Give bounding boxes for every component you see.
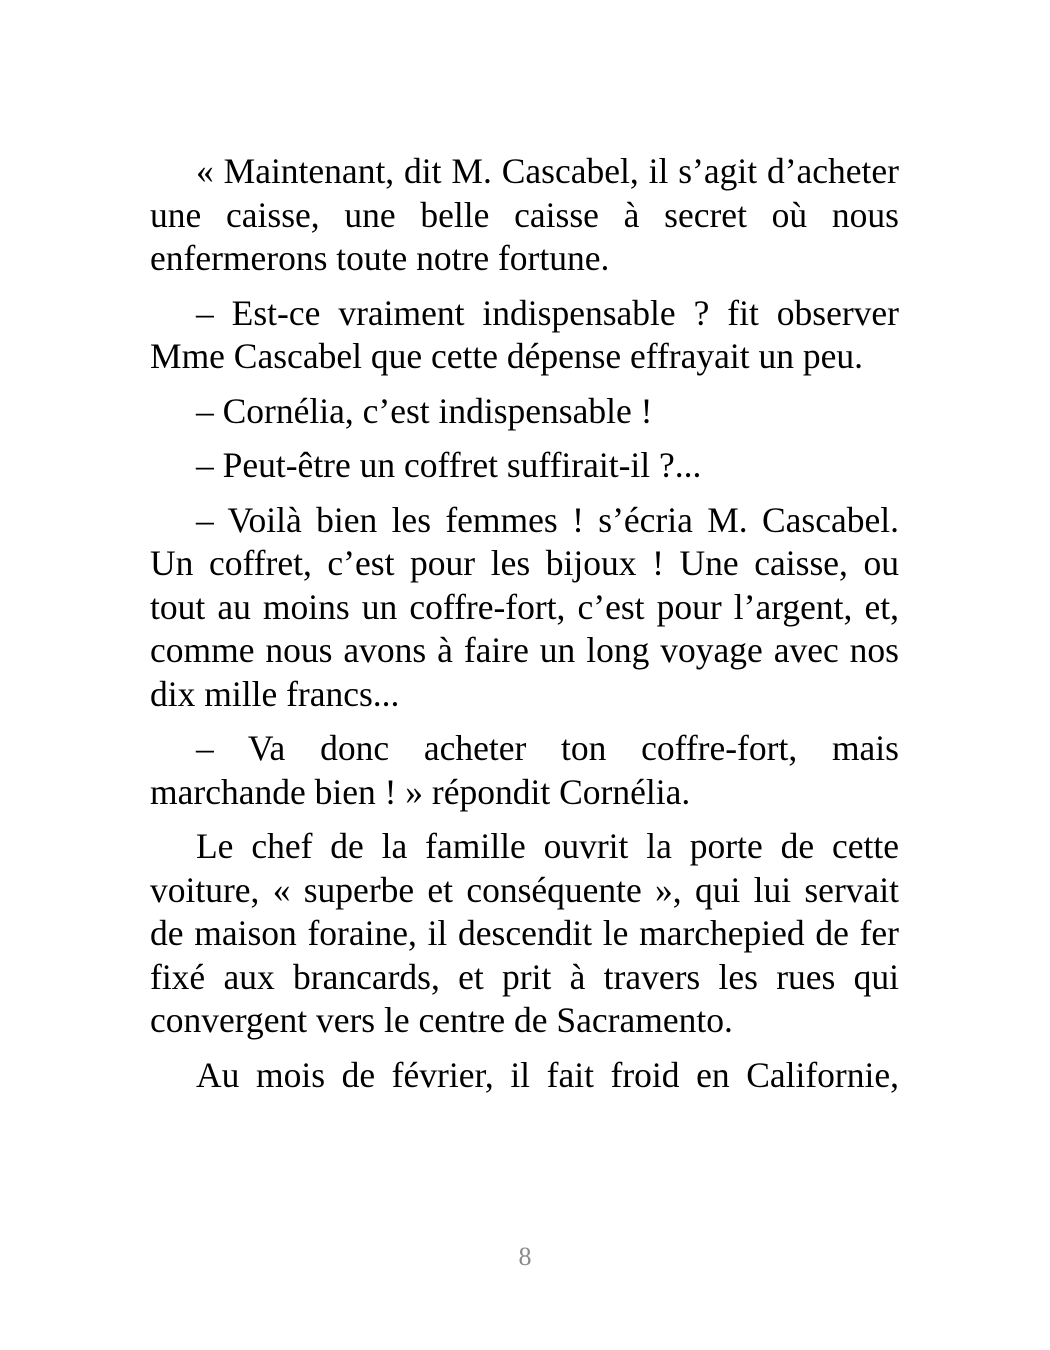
paragraph: – Voilà bien les femmes ! s’écria M. Cascabel. Un coffret, c’est pour les bijoux ! Une caisse, ou tout au moins un coffre-fort, c’est pour l’argent, et, comme nous avons à faire un long voyage avec nos dix mille francs... [150, 499, 899, 714]
paragraph: « Maintenant, dit M. Cascabel, il s’agit d’acheter une caisse, une belle caisse à secret où nous enfermerons toute notre fortune. [150, 151, 899, 278]
page-number: 8 [518, 1242, 532, 1271]
paragraph: Le chef de la famille ouvrit la porte de cette voiture, « superbe et conséquente », qui lui servait de maison foraine, il descendit le marchepied de fer fixé aux brancards, et prit à travers les rues qui convergent vers le centre de Sacramento. [150, 826, 899, 1040]
body-text [150, 150, 899, 1097]
paragraph: Au mois de février, il fait froid en Californie, [196, 1054, 899, 1095]
paragraph: – Est-ce vraiment indispensable ? fit observer Mme Cascabel que cette dépense effrayait un peu. [150, 292, 899, 376]
paragraph: – Cornélia, c’est indispensable ! [196, 390, 653, 431]
paragraph: – Peut-être un coffret suffirait-il ?... [196, 445, 702, 485]
paragraph: – Va donc acheter ton coffre-fort, mais marchande bien ! » répondit Cornélia. [150, 728, 899, 812]
